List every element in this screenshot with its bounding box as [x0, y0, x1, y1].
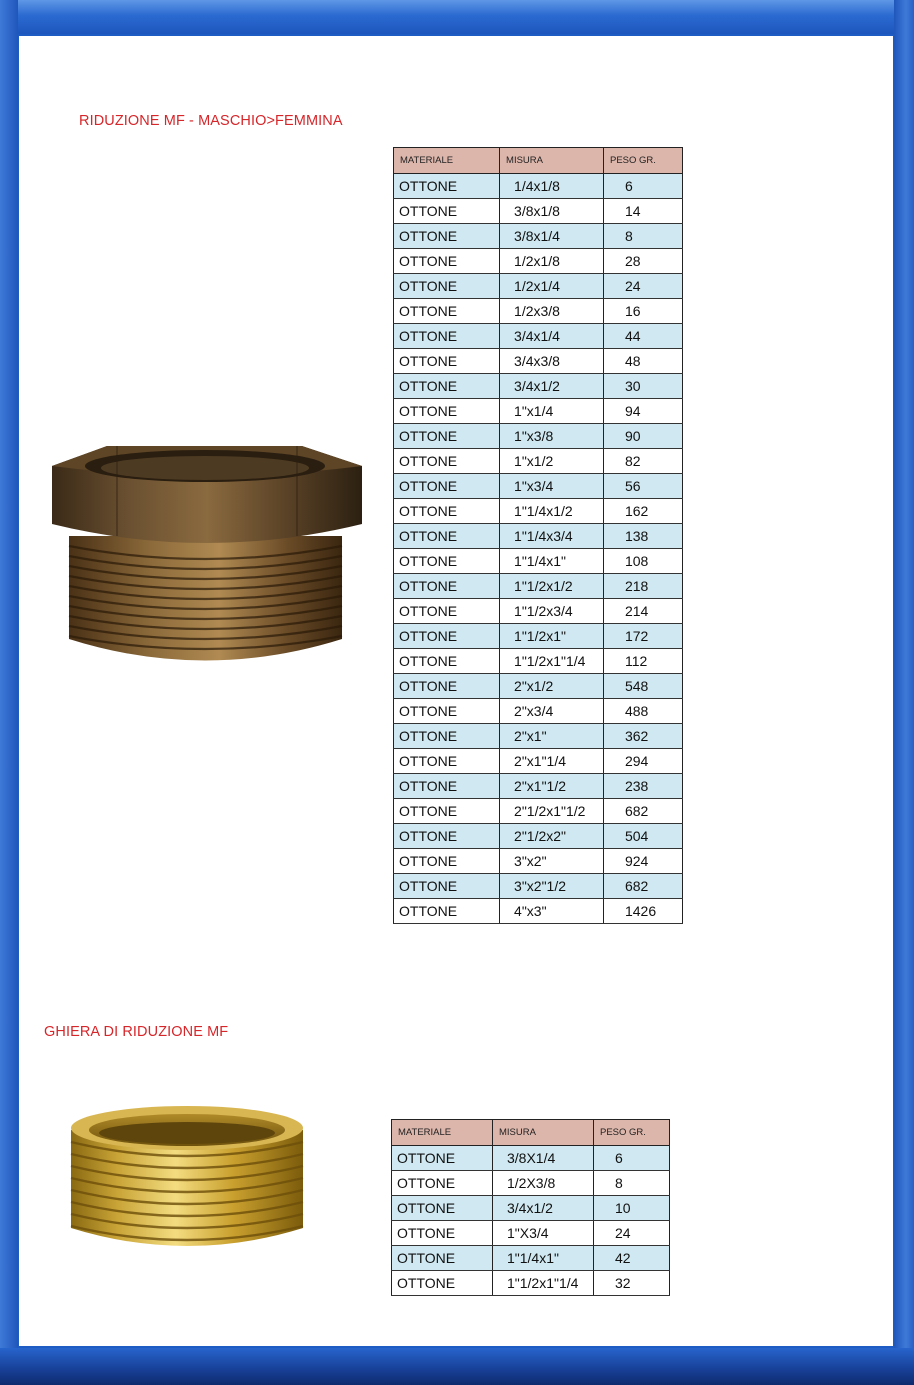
cell-materiale: OTTONE — [392, 1146, 493, 1171]
cell-materiale: OTTONE — [394, 824, 500, 849]
cell-peso: 238 — [603, 774, 682, 799]
cell-peso: 362 — [603, 724, 682, 749]
cell-peso: 172 — [603, 624, 682, 649]
frame-bottom-bar — [0, 1348, 914, 1385]
header-peso: PESO GR. — [603, 148, 682, 174]
cell-peso: 294 — [603, 749, 682, 774]
cell-misura: 2"1/2x2" — [500, 824, 604, 849]
cell-materiale: OTTONE — [394, 224, 500, 249]
cell-misura: 1"1/2x1"1/4 — [500, 649, 604, 674]
cell-materiale: OTTONE — [394, 199, 500, 224]
cell-materiale: OTTONE — [392, 1246, 493, 1271]
cell-peso: 82 — [603, 449, 682, 474]
table-row — [394, 249, 683, 274]
cell-materiale: OTTONE — [394, 299, 500, 324]
cell-peso: 8 — [603, 224, 682, 249]
cell-materiale: OTTONE — [392, 1271, 493, 1296]
cell-peso: 94 — [603, 399, 682, 424]
cell-materiale: OTTONE — [394, 449, 500, 474]
table-row — [394, 174, 683, 199]
table-row — [394, 749, 683, 774]
cell-peso: 42 — [594, 1246, 670, 1271]
table-row — [394, 424, 683, 449]
cell-misura: 1"1/4x3/4 — [500, 524, 604, 549]
cell-misura: 2"x1"1/4 — [500, 749, 604, 774]
cell-misura: 1/2X3/8 — [493, 1171, 594, 1196]
cell-misura: 1"x3/8 — [500, 424, 604, 449]
cell-misura: 2"x1/2 — [500, 674, 604, 699]
riduzione-mf-table — [393, 147, 683, 924]
frame-left-bar — [0, 0, 18, 1385]
cell-misura: 3/4x1/4 — [500, 324, 604, 349]
cell-misura: 1"x1/2 — [500, 449, 604, 474]
cell-peso: 488 — [603, 699, 682, 724]
cell-materiale: OTTONE — [394, 499, 500, 524]
cell-peso: 28 — [603, 249, 682, 274]
header-misura: MISURA — [493, 1120, 594, 1146]
header-peso: PESO GR. — [594, 1120, 670, 1146]
table-row — [394, 774, 683, 799]
cell-materiale: OTTONE — [394, 399, 500, 424]
table-row — [392, 1196, 670, 1221]
cell-peso: 112 — [603, 649, 682, 674]
cell-materiale: OTTONE — [394, 874, 500, 899]
cell-peso: 16 — [603, 299, 682, 324]
cell-misura: 3/4x1/2 — [493, 1196, 594, 1221]
cell-peso: 138 — [603, 524, 682, 549]
cell-peso: 32 — [594, 1271, 670, 1296]
catalog-page — [19, 36, 893, 1346]
cell-materiale: OTTONE — [394, 774, 500, 799]
table-row — [394, 849, 683, 874]
table-row — [394, 224, 683, 249]
cell-materiale: OTTONE — [394, 324, 500, 349]
cell-misura: 1"1/2x1/2 — [500, 574, 604, 599]
cell-peso: 24 — [603, 274, 682, 299]
table-row — [394, 599, 683, 624]
cell-materiale: OTTONE — [394, 524, 500, 549]
table-row — [394, 474, 683, 499]
table-row — [392, 1146, 670, 1171]
cell-peso: 6 — [594, 1146, 670, 1171]
table-row — [394, 824, 683, 849]
cell-misura: 1"1/4x1" — [493, 1246, 594, 1271]
table-row — [394, 874, 683, 899]
cell-misura: 1/2x1/8 — [500, 249, 604, 274]
cell-misura: 1"1/2x1" — [500, 624, 604, 649]
cell-misura: 1"x1/4 — [500, 399, 604, 424]
table-row — [394, 699, 683, 724]
cell-misura: 1"1/2x3/4 — [500, 599, 604, 624]
cell-misura: 2"1/2x1"1/2 — [500, 799, 604, 824]
table-row — [394, 299, 683, 324]
frame-right-bar — [894, 0, 914, 1385]
section1-title: RIDUZIONE MF - MASCHIO>FEMMINA — [79, 113, 343, 129]
table-row — [392, 1171, 670, 1196]
table-row — [394, 574, 683, 599]
header-misura: MISURA — [500, 148, 604, 174]
table-row — [394, 399, 683, 424]
table-row — [394, 899, 683, 924]
frame-top-bar — [0, 0, 914, 34]
cell-materiale: OTTONE — [394, 624, 500, 649]
table-row — [394, 549, 683, 574]
cell-materiale: OTTONE — [394, 549, 500, 574]
cell-peso: 14 — [603, 199, 682, 224]
cell-misura: 4"x3" — [500, 899, 604, 924]
cell-materiale: OTTONE — [392, 1196, 493, 1221]
table-row — [392, 1246, 670, 1271]
cell-peso: 548 — [603, 674, 682, 699]
cell-materiale: OTTONE — [394, 849, 500, 874]
cell-materiale: OTTONE — [394, 899, 500, 924]
cell-misura: 1"1/4x1" — [500, 549, 604, 574]
table-row — [394, 499, 683, 524]
cell-misura: 2"x1"1/2 — [500, 774, 604, 799]
table-row — [394, 674, 683, 699]
cell-materiale: OTTONE — [394, 799, 500, 824]
cell-misura: 2"x3/4 — [500, 699, 604, 724]
table-row — [394, 724, 683, 749]
cell-materiale: OTTONE — [394, 349, 500, 374]
cell-materiale: OTTONE — [394, 174, 500, 199]
cell-materiale: OTTONE — [394, 274, 500, 299]
cell-materiale: OTTONE — [394, 424, 500, 449]
table-row — [392, 1221, 670, 1246]
cell-peso: 162 — [603, 499, 682, 524]
cell-peso: 214 — [603, 599, 682, 624]
cell-misura: 1/2x1/4 — [500, 274, 604, 299]
cell-peso: 682 — [603, 874, 682, 899]
table-row — [394, 449, 683, 474]
cell-misura: 1/4x1/8 — [500, 174, 604, 199]
cell-misura: 3"x2"1/2 — [500, 874, 604, 899]
table-row — [394, 624, 683, 649]
header-materiale: MATERIALE — [394, 148, 500, 174]
cell-peso: 504 — [603, 824, 682, 849]
cell-peso: 6 — [603, 174, 682, 199]
cell-misura: 3/4x1/2 — [500, 374, 604, 399]
cell-misura: 1"1/2x1"1/4 — [493, 1271, 594, 1296]
cell-peso: 10 — [594, 1196, 670, 1221]
cell-materiale: OTTONE — [392, 1171, 493, 1196]
cell-misura: 3/8x1/8 — [500, 199, 604, 224]
cell-peso: 924 — [603, 849, 682, 874]
ghiera-riduzione-table — [391, 1119, 670, 1296]
section2-title: GHIERA DI RIDUZIONE MF — [44, 1024, 229, 1040]
cell-materiale: OTTONE — [394, 649, 500, 674]
cell-peso: 682 — [603, 799, 682, 824]
table-row — [394, 349, 683, 374]
cell-misura: 1/2x3/8 — [500, 299, 604, 324]
cell-peso: 30 — [603, 374, 682, 399]
header-materiale: MATERIALE — [392, 1120, 493, 1146]
cell-peso: 90 — [603, 424, 682, 449]
cell-materiale: OTTONE — [394, 724, 500, 749]
cell-materiale: OTTONE — [394, 599, 500, 624]
cell-materiale: OTTONE — [394, 474, 500, 499]
table-row — [394, 374, 683, 399]
cell-peso: 48 — [603, 349, 682, 374]
cell-misura: 3"x2" — [500, 849, 604, 874]
table-row — [394, 799, 683, 824]
cell-materiale: OTTONE — [394, 374, 500, 399]
cell-misura: 2"x1" — [500, 724, 604, 749]
cell-materiale: OTTONE — [394, 249, 500, 274]
cell-materiale: OTTONE — [394, 749, 500, 774]
table-row — [394, 199, 683, 224]
cell-materiale: OTTONE — [392, 1221, 493, 1246]
table-row — [394, 649, 683, 674]
cell-peso: 56 — [603, 474, 682, 499]
table-row — [392, 1271, 670, 1296]
cell-materiale: OTTONE — [394, 699, 500, 724]
table-row — [394, 324, 683, 349]
cell-peso: 8 — [594, 1171, 670, 1196]
cell-peso: 1426 — [603, 899, 682, 924]
cell-materiale: OTTONE — [394, 674, 500, 699]
cell-peso: 44 — [603, 324, 682, 349]
table-row — [394, 274, 683, 299]
cell-misura: 1"x3/4 — [500, 474, 604, 499]
cell-misura: 3/8x1/4 — [500, 224, 604, 249]
ring-reducer-image — [67, 1102, 307, 1262]
cell-misura: 3/8X1/4 — [493, 1146, 594, 1171]
cell-materiale: OTTONE — [394, 574, 500, 599]
cell-peso: 24 — [594, 1221, 670, 1246]
cell-misura: 1"1/4x1/2 — [500, 499, 604, 524]
table-row — [394, 524, 683, 549]
cell-misura: 1"X3/4 — [493, 1221, 594, 1246]
cell-peso: 108 — [603, 549, 682, 574]
cell-misura: 3/4x3/8 — [500, 349, 604, 374]
hex-reducer-image — [47, 444, 367, 669]
cell-peso: 218 — [603, 574, 682, 599]
